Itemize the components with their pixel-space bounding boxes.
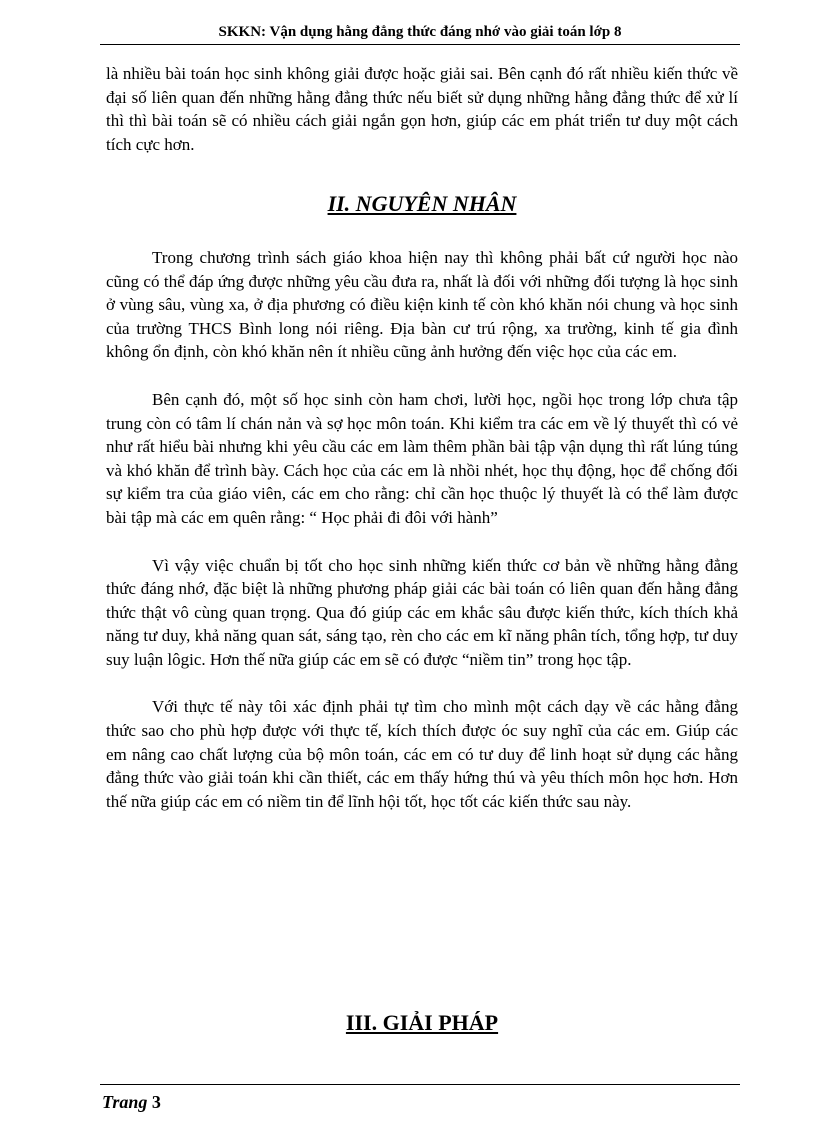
page-content <box>106 62 738 813</box>
paragraph-1: Trong chương trình sách giáo khoa hiện nay thì không phải bất cứ người học nào cũng có thể đáp ứng được những yêu cầu đưa ra, nhất là đối với những đối tượng là học sinh ở vùng sâu, vùng xa, ở địa phương có điều kiện kinh tế còn khó khăn nói chung và học sinh của trường THCS Bình long nói riêng. Địa bàn cư trú rộng, xa trường, kinh tế gia đình không ổn định, còn khó khăn nên ít nhiều cũng ảnh hưởng đến việc học của các em. <box>106 247 738 362</box>
intro-paragraph: là nhiều bài toán học sinh không giải được hoặc giải sai. Bên cạnh đó rất nhiều kiến thức về đại số liên quan đến những hằng đẳng thức nếu biết sử dụng những hằng đẳng thức để xử lí thì thì bài toán sẽ có nhiều cách giải ngắn gọn hơn, giúp các em phát triển tư duy một cách tích cực hơn. <box>106 64 738 154</box>
page-number: 3 <box>151 1092 161 1112</box>
section-heading-wrapper <box>106 1010 738 1036</box>
paragraph-3: Vì vậy việc chuẩn bị tốt cho học sinh những kiến thức cơ bản về những hằng đẳng thức đáng nhớ, đặc biệt là những phương pháp giải các bài toán có liên quan đến hằng đẳng thức thật vô cùng quan trọng. Qua đó giúp các em khắc sâu được kiến thức, kích thích khả năng tư duy, khả năng quan sát, sáng tạo, rèn cho các em kĩ năng phân tích, tổng hợp, tư duy suy luận lôgic. Hơn thế nữa giúp các em sẽ có được “niềm tin” trong học tập. <box>106 555 738 669</box>
section-heading-giai-phap: III. GIẢI PHÁP <box>345 1010 499 1035</box>
paragraph-4: Với thực tế này tôi xác định phải tự tìm cho mình một cách dạy về các hằng đẳng thức sao cho phù hợp được với thực tế, kích thích được óc suy nghĩ của các em. Giúp các em nâng cao chất lượng của bộ môn toán, các em có tư duy để linh hoạt sử dụng các hằng đẳng thức vào giải toán khi cần thiết, các em thấy hứng thú và yêu thích môn học hơn. Hơn thế nữa giúp các em có niềm tin để lĩnh hội tốt, học tốt các kiến thức sau này. <box>106 697 738 811</box>
page-footer <box>102 1092 161 1113</box>
section-heading-nguyen-nhan: II. NGUYÊN NHÂN <box>327 191 517 217</box>
running-header: SKKN: Vận dụng hằng đẳng thức đáng nhớ vào giải toán lớp 8 <box>100 24 740 45</box>
paragraph-2: Bên cạnh đó, một số học sinh còn ham chơi, lười học, ngồi học trong lớp chưa tập trung còn có tâm lí chán nản và sợ học môn toán. Khi kiểm tra các em về lý thuyết thì có vẻ như rất hiểu bài nhưng khi yêu cầu các em làm thêm phần bài tập vận dụng thì rất lúng túng và khó khăn để trình bày. Cách học của các em là nhồi nhét, học thụ động, học để chống đối sự kiểm tra của giáo viên, các em cho rằng: chỉ cần học thuộc lý thuyết là có thể làm được bài tập mà các em quên rằng: “ Học phải đi đôi với hành” <box>106 389 738 527</box>
footer-label: Trang <box>102 1092 148 1112</box>
footer-divider <box>100 1084 740 1085</box>
